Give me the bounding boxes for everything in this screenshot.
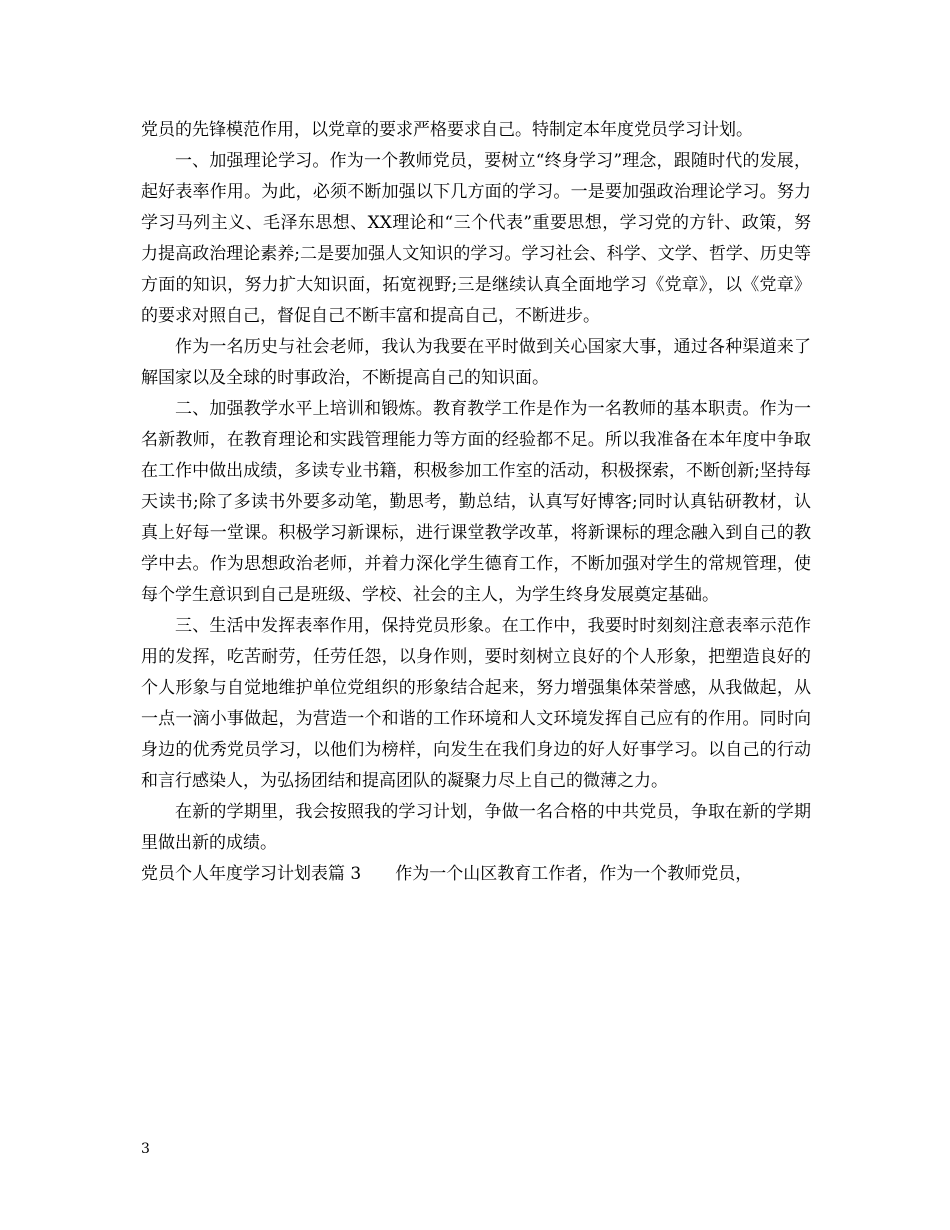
paragraph-role-model: 三、生活中发挥表率作用，保持党员形象。在工作中，我要时时刻刻注意表率示范作用的发挥，吃苦耐劳，任劳任怨，以身作则，要时刻树立良好的个人形象，把塑造良好的个人形象与自觉地维护单位党组织的形象结合起来，努力增强集体荣誉感，从我做起，从一点一滴小事做起，为营造一个和谐的工作环境和人文环境发挥自己应有的作用。同时向身边的优秀党员学习，以他们为榜样，向发生在我们身边的好人好事学习。以自己的行动和言行感染人，为弘扬团结和提高团队的凝聚力尽上自己的微薄之力。 bbox=[141, 616, 811, 791]
next-section-heading-line: 党员个人年度学习计划表篇 3 作为一个山区教育工作者，作为一个教师党员， bbox=[141, 864, 753, 884]
page-number: 3 bbox=[141, 1141, 150, 1157]
paragraph-new-semester: 在新的学期里，我会按照我的学习计划，争做一名合格的中共党员，争取在新的学期里做出新的成绩。 bbox=[141, 802, 811, 853]
paragraph-teaching-training: 二、加强教学水平上培训和锻炼。教育教学工作是作为一名教师的基本职责。作为一名新教师，在教育理论和实践管理能力等方面的经验都不足。所以我准备在本年度中争取在工作中做出成绩，多读专业书籍，积极参加工作室的活动，积极探索，不断创新;坚持每天读书;除了多读书外要多动笔，勤思考，勤总结，认真写好博客;同时认真钻研教材，认真上好每一堂课。积极学习新课标，进行课堂教学改革，将新课标的理念融入到自己的教学中去。作为思想政治老师，并着力深化学生德育工作，不断加强对学生的常规管理，使每个学生意识到自己是班级、学校、社会的主人，为学生终身发展奠定基础。 bbox=[141, 399, 811, 605]
document-body bbox=[141, 115, 811, 890]
paragraph-history-teacher: 作为一名历史与社会老师，我认为我要在平时做到关心国家大事，通过各种渠道来了解国家以及全球的时事政治，不断提高自己的知识面。 bbox=[141, 337, 811, 388]
paragraph-intro: 党员的先锋模范作用，以党章的要求严格要求自己。特制定本年度党员学习计划。 bbox=[141, 120, 753, 140]
paragraph-theory-study: 一、加强理论学习。作为一个教师党员，要树立“终身学习”理念，跟随时代的发展，起好表率作用。为此，必须不断加强以下几方面的学习。一是要加强政治理论学习。努力学习马列主义、毛泽东思想、XX理论和“三个代表”重要思想，学习党的方针、政策，努力提高政治理论素养;二是要加强人文知识的学习。学习社会、科学、文学、哲学、历史等方面的知识，努力扩大知识面，拓宽视野;三是继续认真全面地学习《党章》，以《党章》的要求对照自己，督促自己不断丰富和提高自己，不断进步。 bbox=[141, 151, 811, 326]
